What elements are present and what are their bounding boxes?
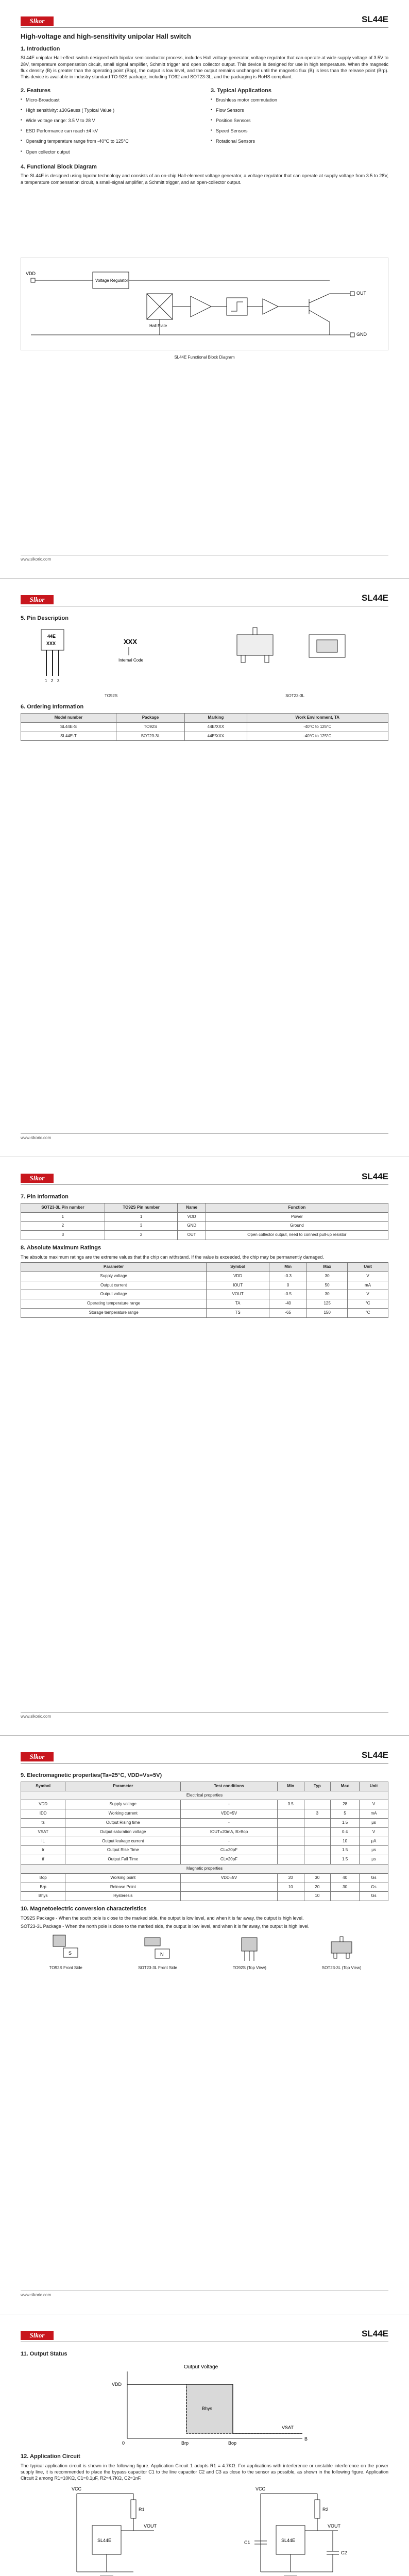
- figure-caption: SOT23-3L Front Side: [138, 1965, 177, 1971]
- fbd-text: The SL44E is designed using bipolar technology and consists of an on-chip Hall-element voltage generator, a voltage regulator that can operate at supply voltage from 3.5 to 28V, a temperature compensation circuit, a small-signal amplifier, a Schmitt trigger, and an open-collector output.: [21, 173, 388, 185]
- table-header-cell: Symbol: [207, 1263, 269, 1272]
- package-label: TO92S: [104, 693, 118, 699]
- table-cell: 44E/XXX: [185, 732, 247, 741]
- table-row: [21, 1212, 388, 1222]
- status-bop-label: Bop: [228, 2440, 237, 2446]
- list-item: ▪ Open collector output: [21, 149, 198, 155]
- table-cell: VDD: [207, 1272, 269, 1281]
- table-cell: V: [348, 1290, 388, 1299]
- electromagnetic-properties-table: [21, 1782, 388, 1901]
- table-cell: ts: [21, 1819, 65, 1828]
- table-cell: 1.5: [331, 1819, 360, 1828]
- list-item: ▪ Wide voltage range: 3.5 V to 28 V: [21, 117, 198, 124]
- datasheet-page-5: [0, 2314, 409, 2576]
- table-cell: Output Fall Time: [65, 1855, 181, 1865]
- model-number: SL44E: [362, 593, 388, 603]
- table-cell: -40°C to 125°C: [247, 732, 388, 741]
- application-circuit-text: The typical application circuit is shown in the following figure. Application Circuit 1 adopts R1 = 4.7KΩ. For applications with interference or unstable interference on the power supply line, it is recommended to place the bypass capacitor C1 to the line capacitor C2 and C3 as close to the sensor as possible, as shown in the following figure. Application Circuit 2 among R1=10KΩ, C1=0.1μF, R2=4.7KΩ, C2=1nF.: [21, 2463, 388, 2481]
- chip-marking-line-2: XXX: [46, 640, 56, 646]
- section-heading: 11. Output Status: [21, 2351, 67, 2357]
- datasheet-page-3: [0, 1157, 409, 1736]
- table-row: [21, 1827, 388, 1837]
- table-row: [21, 722, 388, 732]
- page-header: [21, 1750, 388, 1764]
- table-row: [21, 1855, 388, 1865]
- table-cell: V: [360, 1827, 388, 1837]
- magnet-figure: [48, 1933, 84, 1971]
- datasheet-page-1: [0, 0, 409, 579]
- table-header-cell: Min: [277, 1782, 304, 1791]
- circuit-ic-label: SL44E: [281, 2538, 295, 2544]
- ordering-table: [21, 713, 388, 741]
- table-cell: Bhys: [21, 1892, 65, 1901]
- figure-caption: TO92S (Top View): [232, 1965, 266, 1971]
- circuit-r2-label: R2: [322, 2507, 329, 2513]
- page-header: [21, 2329, 388, 2342]
- table-cell: 1.5: [331, 1846, 360, 1855]
- table-cell: IOUT=20mA, B>Bop: [181, 1827, 278, 1837]
- table-cell: [277, 1819, 304, 1828]
- table-cell: -: [181, 1837, 278, 1846]
- table-cell: SL44E-S: [21, 722, 116, 732]
- table-cell: 20: [277, 1873, 304, 1883]
- abs-text: The absolute maximum ratings are the extreme values that the chip can withstand. If the value is exceeded, the chip may be permanently damaged.: [21, 1254, 324, 1260]
- table-cell: [277, 1837, 304, 1846]
- table-cell: CL=20pF: [181, 1855, 278, 1865]
- circuit-vcc-label: VCC: [71, 2486, 81, 2492]
- table-header-cell: Symbol: [21, 1782, 65, 1791]
- page-header: [21, 14, 388, 28]
- section-heading: 9. Electromagnetic properties(Ta=25°C, VDD=Vs=5V): [21, 1772, 162, 1778]
- table-header-cell: Marking: [185, 713, 247, 722]
- table-row: [21, 1892, 388, 1901]
- table-cell: 1.5: [331, 1855, 360, 1865]
- brand-logo: Slkor: [21, 595, 54, 604]
- table-cell: VDD: [178, 1212, 206, 1222]
- brand-logo: Slkor: [21, 1752, 54, 1761]
- table-cell: [304, 1837, 331, 1846]
- model-number: SL44E: [362, 1750, 388, 1760]
- table-cell: [277, 1855, 304, 1865]
- table-cell: 0.4: [331, 1827, 360, 1837]
- circuit-c1-label: C1: [244, 2540, 250, 2546]
- table-cell: Bop: [21, 1873, 65, 1883]
- table-cell: tr: [21, 1846, 65, 1855]
- svg-text:N: N: [160, 1952, 164, 1957]
- table-cell: Working point: [65, 1873, 181, 1883]
- magnet-figure: [322, 1933, 361, 1971]
- model-number: SL44E: [362, 2329, 388, 2339]
- table-cell: -: [181, 1819, 278, 1828]
- table-cell: 50: [307, 1281, 348, 1290]
- table-cell: 28: [331, 1800, 360, 1809]
- table-cell: μs: [360, 1855, 388, 1865]
- table-cell: 3: [21, 1231, 105, 1240]
- table-cell: 1: [21, 1212, 105, 1222]
- table-header-cell: Model number: [21, 713, 116, 722]
- list-item: ▪ Operating temperature range from -40°C to 125°C: [21, 138, 198, 144]
- table-cell: 10: [277, 1883, 304, 1892]
- table-cell: 5: [331, 1809, 360, 1819]
- table-cell: Output leakage current: [65, 1837, 181, 1846]
- table-cell: -: [181, 1800, 278, 1809]
- table-cell: CL=20pF: [181, 1846, 278, 1855]
- table-header-cell: Function: [206, 1203, 388, 1212]
- table-cell: Release Point: [65, 1883, 181, 1892]
- brand-logo: Slkor: [21, 2331, 54, 2340]
- page-footer: www.slkoric.com: [21, 2291, 388, 2298]
- circuit-vout-label: VOUT: [143, 2523, 157, 2529]
- table-cell: [277, 1809, 304, 1819]
- table-cell: [277, 1892, 304, 1901]
- table-cell: Power: [206, 1212, 388, 1222]
- circuit-c2-label: C2: [340, 2550, 347, 2556]
- table-row: [21, 1819, 388, 1828]
- table-header-cell: Package: [116, 713, 184, 722]
- marking-note: Internal Code: [118, 657, 144, 663]
- table-cell: 10: [331, 1837, 360, 1846]
- pin-description-figure: [21, 624, 388, 697]
- list-item: ▪ Micro-Broadcast: [21, 97, 198, 103]
- page-header: [21, 593, 388, 606]
- status-bhys-label: Bhys: [202, 2405, 213, 2411]
- table-cell: °C: [348, 1309, 388, 1318]
- section-heading: 4. Functional Block Diagram: [21, 163, 97, 170]
- table-cell: 44E/XXX: [185, 722, 247, 732]
- table-cell: Working current: [65, 1809, 181, 1819]
- table-cell: 2: [21, 1222, 105, 1231]
- table-cell: IDD: [21, 1809, 65, 1819]
- magnet-figure: [138, 1933, 177, 1971]
- page-footer: www.slkoric.com: [21, 1712, 388, 1720]
- table-cell: Output current: [21, 1281, 207, 1290]
- table-cell: [277, 1846, 304, 1855]
- list-item: ▪ Position Sensors: [211, 117, 388, 124]
- mag-text-sot23: SOT23-3L Package - When the north pole is close to the marked side, the output is low level, and when it is far away, the output is high level.: [21, 1924, 310, 1929]
- table-cell: -0.5: [269, 1290, 306, 1299]
- circuit-vout-label: VOUT: [327, 2523, 340, 2529]
- table-cell: Supply voltage: [65, 1800, 181, 1809]
- table-cell: IOUT: [207, 1281, 269, 1290]
- section-heading: 2. Features: [21, 87, 51, 94]
- table-cell: TS: [207, 1309, 269, 1318]
- table-cell: -0.3: [269, 1272, 306, 1281]
- table-cell: tf: [21, 1855, 65, 1865]
- table-cell: Gs: [360, 1873, 388, 1883]
- table-cell: -65: [269, 1309, 306, 1318]
- section-heading: 8. Absolute Maximum Ratings: [21, 1245, 101, 1251]
- to92s-package-outline: [41, 630, 64, 650]
- functional-block-diagram: [21, 258, 388, 350]
- table-cell: 30: [304, 1873, 331, 1883]
- status-title: Output Voltage: [184, 2364, 218, 2370]
- table-cell: OUT: [178, 1231, 206, 1240]
- table-cell: -40: [269, 1299, 306, 1309]
- table-cell: mA: [360, 1809, 388, 1819]
- table-cell: °C: [348, 1299, 388, 1309]
- table-header-cell: SOT23-3L Pin number: [21, 1203, 105, 1212]
- table-header-cell: Unit: [360, 1782, 388, 1791]
- table-subheader: Electrical properties: [21, 1791, 388, 1800]
- table-cell: Output Rise Time: [65, 1846, 181, 1855]
- table-cell: TO92S: [116, 722, 184, 732]
- table-cell: 3: [105, 1222, 178, 1231]
- table-row: [21, 1281, 388, 1290]
- figure-caption: TO92S Front Side: [49, 1965, 82, 1971]
- table-cell: 3: [304, 1809, 331, 1819]
- table-cell: VDD: [21, 1800, 65, 1809]
- table-cell: μs: [360, 1846, 388, 1855]
- table-cell: Gs: [360, 1892, 388, 1901]
- section-heading: 12. Application Circuit: [21, 2453, 80, 2460]
- table-cell: 150: [307, 1309, 348, 1318]
- datasheet-page-4: [0, 1736, 409, 2314]
- table-row: [21, 1800, 388, 1809]
- table-cell: 125: [307, 1299, 348, 1309]
- section-heading: 10. Magnetoelectric conversion characteristics: [21, 1906, 147, 1912]
- brand-logo: Slkor: [21, 16, 54, 26]
- table-cell: V: [360, 1800, 388, 1809]
- table-cell: Supply voltage: [21, 1272, 207, 1281]
- table-cell: 0: [269, 1281, 306, 1290]
- svg-text:S: S: [68, 1951, 72, 1956]
- table-row: [21, 1846, 388, 1855]
- features-list: [21, 97, 198, 155]
- pin-number: 2: [51, 678, 54, 683]
- fbd-hall-label: Hall Plate: [149, 324, 167, 328]
- applications-list: [211, 97, 388, 145]
- list-item: ▪ Flow Sensors: [211, 107, 388, 113]
- sot23-package-outline: [237, 635, 273, 655]
- page-header: [21, 1172, 388, 1185]
- table-cell: Brp: [21, 1883, 65, 1892]
- figure-caption: SOT23-3L (Top View): [321, 1965, 362, 1971]
- pin-number: 3: [57, 678, 60, 683]
- table-cell: Output voltage: [21, 1290, 207, 1299]
- table-cell: VOUT: [207, 1290, 269, 1299]
- table-cell: [304, 1819, 331, 1828]
- table-cell: 20: [304, 1883, 331, 1892]
- table-header-cell: Name: [178, 1203, 206, 1212]
- table-subheader: Magnetic properties: [21, 1865, 388, 1874]
- page-footer: www.slkoric.com: [21, 1133, 388, 1141]
- table-cell: Gs: [360, 1883, 388, 1892]
- table-subheader-row: [21, 1791, 388, 1800]
- status-origin-label: 0: [122, 2440, 125, 2446]
- table-header-cell: Test conditions: [181, 1782, 278, 1791]
- table-cell: 2: [105, 1231, 178, 1240]
- table-cell: [304, 1846, 331, 1855]
- table-cell: μA: [360, 1837, 388, 1846]
- chip-marking-line-1: 44E: [47, 633, 56, 639]
- section-heading: 3. Typical Applications: [211, 87, 271, 94]
- brand-logo: Slkor: [21, 1174, 54, 1183]
- table-cell: 10: [304, 1892, 331, 1901]
- application-circuit-2: [240, 2484, 353, 2576]
- magnet-orientation-figures: [21, 1933, 388, 1971]
- table-row: [21, 1299, 388, 1309]
- table-cell: [181, 1892, 278, 1901]
- table-cell: VDD=5V: [181, 1873, 278, 1883]
- page-footer: www.slkoric.com: [21, 555, 388, 563]
- section-heading: 5. Pin Description: [21, 615, 69, 621]
- table-header-cell: Parameter: [21, 1263, 207, 1272]
- list-item: ▪ Speed Sensors: [211, 128, 388, 134]
- table-cell: Output Rising time: [65, 1819, 181, 1828]
- table-cell: Operating temperature range: [21, 1299, 207, 1309]
- table-header-cell: Parameter: [65, 1782, 181, 1791]
- table-cell: -40°C to 125°C: [247, 722, 388, 732]
- table-cell: VDD=5V: [181, 1809, 278, 1819]
- status-vsat-label: VSAT: [282, 2425, 294, 2430]
- fbd-regulator-label: Voltage Regulator: [95, 278, 128, 283]
- list-item: ▪ ESD Performance can reach ±4 kV: [21, 128, 198, 134]
- table-cell: VSAT: [21, 1827, 65, 1837]
- table-cell: Hysteresis: [65, 1892, 181, 1901]
- table-row: [21, 1231, 388, 1240]
- table-row: [21, 1290, 388, 1299]
- intro-text: SL44E unipolar Hall-effect switch designed with bipolar semiconductor process, includes Hall voltage generator, voltage regulator that can operate at wide supply voltage of 3.5V to 28V, temperature compensation circuit, small signal amplifier, Schmitt trigger and open collector output. This device is designed for use in high temperature. When the magnetic flux density (B) is greater than the operating point (Bop), the output is low level, and the output remains unchanged until the magnetic flux (B) is less than the release point (Brp). This device is available in industry standard TO-92S package, including TO92 and SOT23-3L, and the packaging is RoHS compliant.: [21, 55, 388, 79]
- datasheet-page-2: [0, 579, 409, 1157]
- table-cell: [304, 1800, 331, 1809]
- table-header-cell: TO92S Pin number: [105, 1203, 178, 1212]
- table-cell: μs: [360, 1819, 388, 1828]
- circuit-ic-label: SL44E: [97, 2538, 111, 2544]
- pin-number: 1: [45, 678, 47, 683]
- table-row: [21, 1809, 388, 1819]
- table-cell: [304, 1855, 331, 1865]
- table-cell: 30: [307, 1290, 348, 1299]
- table-cell: IL: [21, 1837, 65, 1846]
- list-item: ▪ Brushless motor commutation: [211, 97, 388, 103]
- table-header-cell: Max: [331, 1782, 360, 1791]
- model-number: SL44E: [362, 1172, 388, 1182]
- figure-caption: SL44E Functional Block Diagram: [174, 355, 235, 360]
- table-row: [21, 1837, 388, 1846]
- table-row: [21, 1309, 388, 1318]
- table-cell: Ground: [206, 1222, 388, 1231]
- table-cell: [277, 1827, 304, 1837]
- table-cell: Storage temperature range: [21, 1309, 207, 1318]
- status-vdd-label: VDD: [112, 2381, 122, 2387]
- table-row: [21, 1873, 388, 1883]
- table-cell: [181, 1883, 278, 1892]
- table-cell: 1: [105, 1212, 178, 1222]
- section-heading: 1. Introduction: [21, 45, 60, 52]
- table-cell: 30: [331, 1883, 360, 1892]
- section-heading: 7. Pin Information: [21, 1194, 69, 1200]
- table-row: [21, 732, 388, 741]
- fbd-vdd-label: VDD: [26, 271, 36, 276]
- marking-code: XXX: [124, 637, 138, 646]
- table-row: [21, 1883, 388, 1892]
- table-cell: [304, 1827, 331, 1837]
- status-b-label: B: [304, 2436, 308, 2442]
- table-cell: 40: [331, 1873, 360, 1883]
- list-item: ▪ Rotational Sensors: [211, 138, 388, 144]
- section-heading: 6. Ordering Information: [21, 704, 84, 710]
- package-label: SOT23-3L: [285, 693, 305, 699]
- output-status-diagram: [96, 2361, 313, 2449]
- circuit-r1-label: R1: [138, 2507, 145, 2513]
- table-header-cell: Max: [307, 1263, 348, 1272]
- pin-information-table: [21, 1203, 388, 1240]
- fbd-gnd-label: GND: [356, 332, 367, 337]
- table-subheader-row: [21, 1865, 388, 1874]
- table-header-cell: Min: [269, 1263, 306, 1272]
- fbd-out-label: OUT: [356, 291, 366, 296]
- table-row: [21, 1222, 388, 1231]
- magnet-figure: [231, 1933, 267, 1971]
- absolute-max-ratings-table: [21, 1262, 388, 1318]
- table-cell: mA: [348, 1281, 388, 1290]
- table-cell: [331, 1892, 360, 1901]
- application-circuits: [21, 2484, 388, 2576]
- table-header-cell: Work Environment, TA: [247, 713, 388, 722]
- model-number: SL44E: [362, 14, 388, 25]
- table-cell: 3.5: [277, 1800, 304, 1809]
- table-cell: 30: [307, 1272, 348, 1281]
- table-cell: Output saturation voltage: [65, 1827, 181, 1837]
- status-brp-label: Brp: [181, 2440, 189, 2446]
- table-cell: SL44E-T: [21, 732, 116, 741]
- table-header-cell: Unit: [348, 1263, 388, 1272]
- circuit-vcc-label: VCC: [255, 2486, 265, 2492]
- application-circuit-1: [56, 2484, 169, 2576]
- table-cell: Open collector output, need to connect pull-up resistor: [206, 1231, 388, 1240]
- mag-text-to92s: TO92S Package - When the south pole is close to the marked side, the output is low level, and when it is far away, the output is high level.: [21, 1916, 304, 1921]
- table-row: [21, 1272, 388, 1281]
- table-cell: V: [348, 1272, 388, 1281]
- table-cell: SOT23-3L: [116, 732, 184, 741]
- document-title: High-voltage and high-sensitivity unipolar Hall switch: [21, 32, 191, 40]
- table-header-cell: Typ: [304, 1782, 331, 1791]
- table-cell: GND: [178, 1222, 206, 1231]
- table-cell: TA: [207, 1299, 269, 1309]
- list-item: ▪ High sensitivity: ±30Gauss ( Typical Value ): [21, 107, 198, 113]
